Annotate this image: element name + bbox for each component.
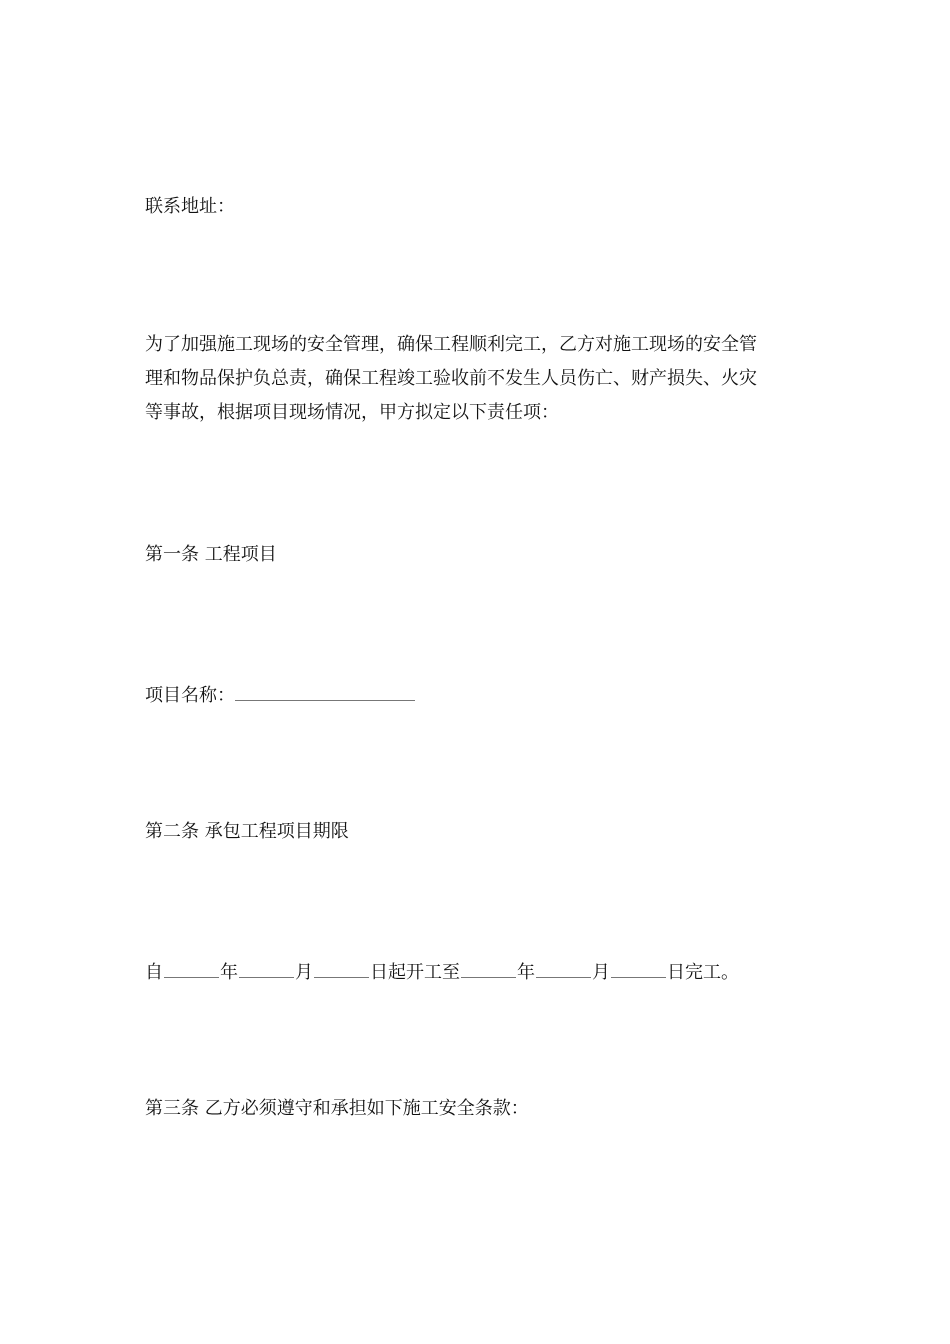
start-year-blank [164,961,219,978]
start-day-text: 日起开工至 [370,962,460,983]
end-month-blank [536,961,591,978]
start-year-text: 年 [220,962,238,983]
project-name-blank [235,684,415,701]
end-year-blank [461,961,516,978]
start-month-text: 月 [295,962,313,983]
end-year-text: 年 [517,962,535,983]
start-month-blank [239,961,294,978]
intro-paragraph [145,335,805,437]
end-day-text: 日完工。 [667,962,739,983]
intro-line: 等事故，根据项目现场情况，甲方拟定以下责任项： [145,402,559,423]
article-2-heading: 第二条 承包工程项目期限 [145,821,349,842]
project-name-row [145,684,415,706]
article-3-heading: 第三条 乙方必须遵守和承担如下施工安全条款： [145,1098,529,1119]
start-day-blank [314,961,369,978]
contact-address-label: 联系地址： [145,196,235,217]
article-1-heading: 第一条 工程项目 [145,544,277,565]
period-from-text: 自 [145,962,163,983]
end-month-text: 月 [592,962,610,983]
intro-line: 理和物品保护负总责，确保工程竣工验收前不发生人员伤亡、财产损失、火灾 [145,368,757,389]
period-row [145,961,739,983]
intro-line: 为了加强施工现场的安全管理，确保工程顺利完工，乙方对施工现场的安全管 [145,334,757,355]
end-day-blank [611,961,666,978]
project-name-label: 项目名称： [145,685,235,706]
